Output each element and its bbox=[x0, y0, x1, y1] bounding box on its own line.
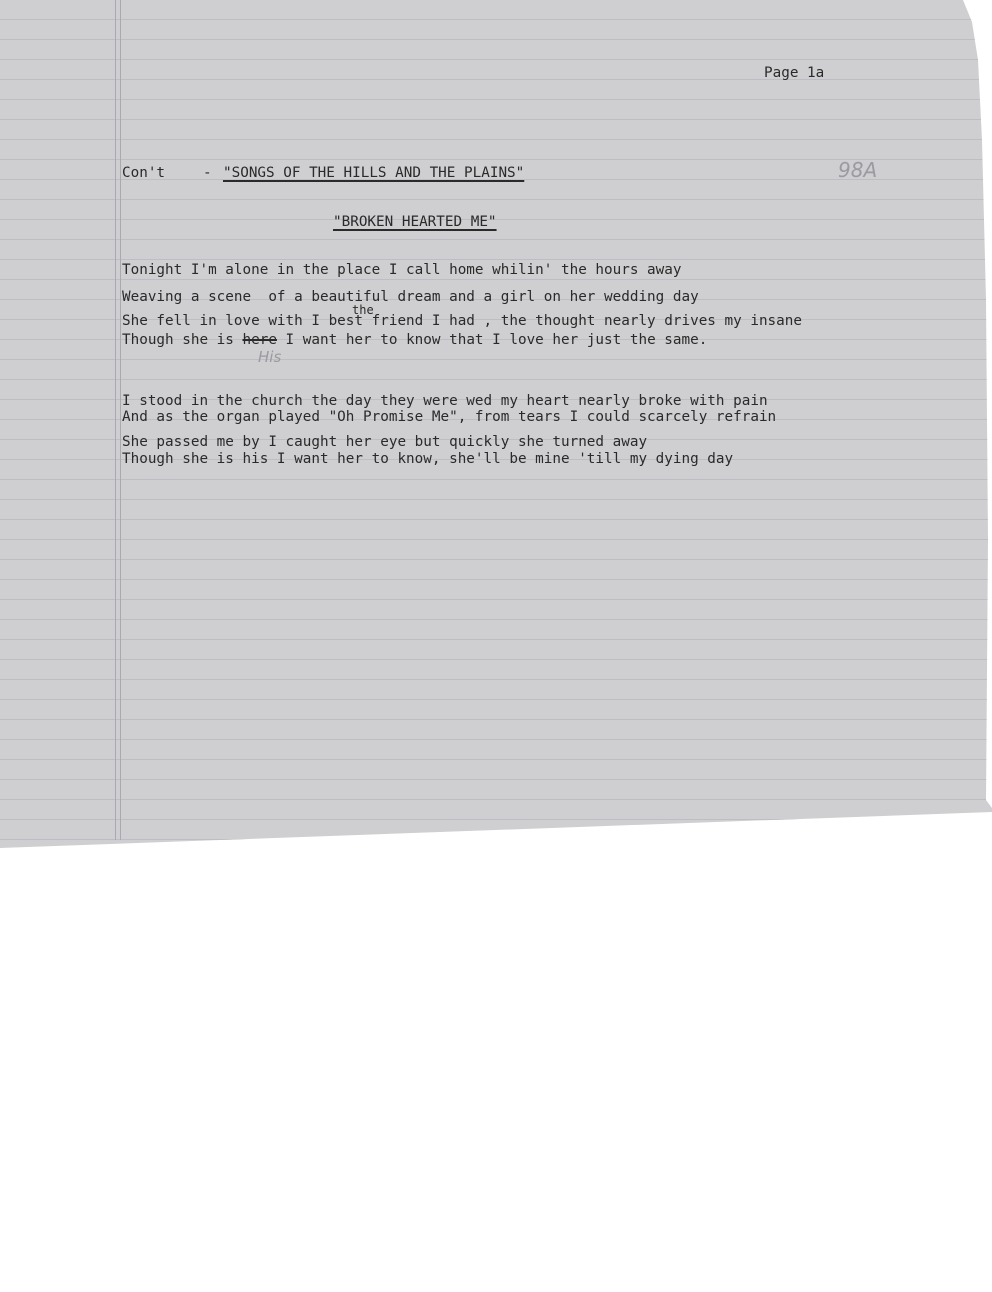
pencil-annotation: 98A bbox=[838, 158, 878, 182]
verse-line: Tonight I'm alone in the place I call home whilin' the hours away bbox=[122, 262, 682, 278]
cont-label: Con't bbox=[122, 165, 166, 181]
margin-line-left bbox=[115, 0, 116, 840]
margin-line-right bbox=[120, 0, 121, 840]
pencil-correction: His bbox=[258, 348, 282, 366]
song-title: "BROKEN HEARTED ME" bbox=[333, 214, 497, 230]
verse-line: She passed me by I caught her eye but quickly she turned away bbox=[122, 434, 648, 450]
verse-line: Weaving a scene of a beautiful dream and a girl on her wedding day bbox=[122, 289, 699, 305]
verse-line: And as the organ played "Oh Promise Me", from tears I could scarcely refrain bbox=[122, 409, 777, 425]
line-text: I want her to know that I love her just the same. bbox=[276, 332, 708, 348]
title-dash: - bbox=[203, 165, 212, 181]
verse-line: Though she is his I want her to know, she'll be mine 'till my dying day bbox=[122, 451, 734, 467]
verse-line: I stood in the church the day they were wed my heart nearly broke with pain bbox=[122, 393, 768, 409]
series-title: "SONGS OF THE HILLS AND THE PLAINS" bbox=[223, 165, 525, 181]
verse-line bbox=[122, 331, 707, 349]
line-text: Though she is bbox=[122, 332, 243, 348]
struck-word: here bbox=[242, 332, 277, 348]
page-number: Page 1a bbox=[764, 65, 825, 81]
verse-line: She fell in love with I best friend I had , the thought nearly drives my insane bbox=[122, 313, 802, 329]
typed-insertion: the bbox=[352, 303, 374, 317]
